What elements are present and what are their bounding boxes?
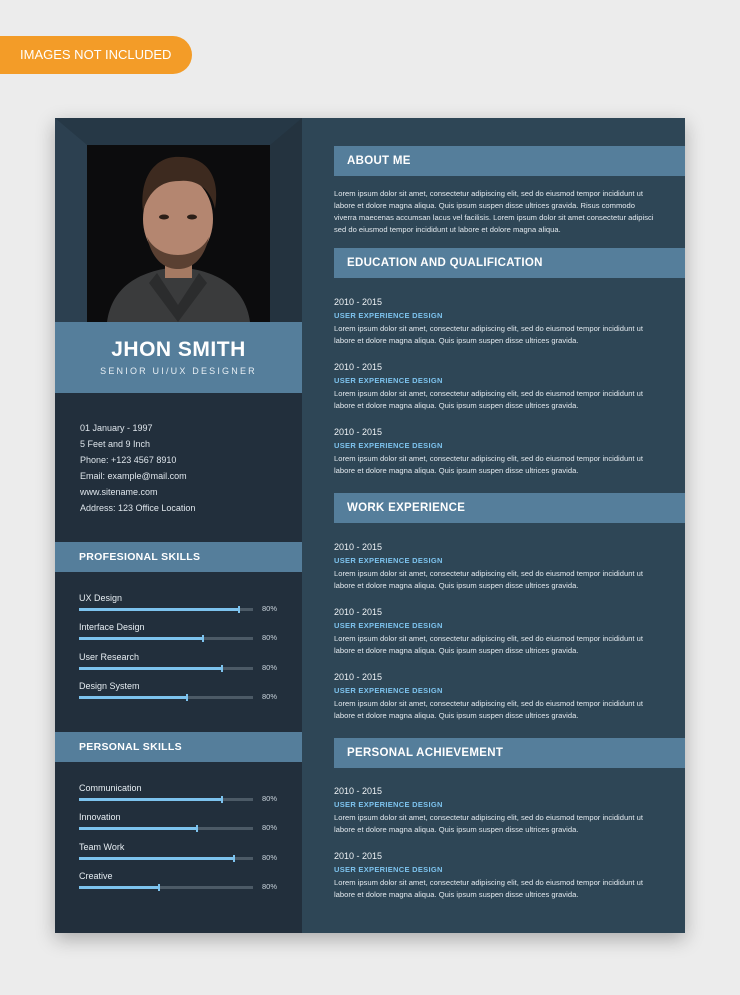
photo-band [55,118,302,323]
skill-label: Innovation [79,812,121,822]
entry-title: USER EXPERIENCE DESIGN [334,376,443,385]
email: Email: example@mail.com [80,471,187,481]
skill-bar [79,608,253,611]
skill-bar-knob [186,694,188,701]
skill-bar-fill [79,857,234,860]
website: www.sitename.com [80,487,158,497]
entry-year: 2010 - 2015 [334,542,383,552]
skill-row [79,593,289,617]
achievement-heading: PERSONAL ACHIEVEMENT [334,738,685,768]
entry-title: USER EXPERIENCE DESIGN [334,865,443,874]
entry-year: 2010 - 2015 [334,297,383,307]
skill-bar-knob [238,606,240,613]
skill-row [79,871,289,895]
work-entry [334,540,656,592]
skill-bar [79,798,253,801]
entry-text: Lorem ipsum dolor sit amet, consectetur adipiscing elit, sed do eiusmod tempor incididunt ut labore et dolore magna aliqua. Quis ipsum suspen disse ultrices gravida. [334,389,643,410]
left-column [55,118,302,933]
skill-bar-fill [79,798,222,801]
skill-percent: 80% [262,633,278,642]
skill-bar [79,886,253,889]
entry-year: 2010 - 2015 [334,851,383,861]
education-heading: EDUCATION AND QUALIFICATION [334,248,685,278]
skill-bar-fill [79,886,159,889]
skill-label: Team Work [79,842,125,852]
entry-title: USER EXPERIENCE DESIGN [334,621,443,630]
entry-text: Lorem ipsum dolor sit amet, consectetur adipiscing elit, sed do eiusmod tempor incididunt ut labore et dolore magna aliqua. Quis ipsum suspen disse ultrices gravida. [334,569,643,590]
skill-bar-fill [79,667,222,670]
skill-bar-knob [196,825,198,832]
skill-bar-knob [233,855,235,862]
skill-label: User Research [79,652,140,662]
work-heading: WORK EXPERIENCE [334,493,685,523]
education-entry [334,360,656,412]
work-entry [334,605,656,657]
skill-bar-knob [221,665,223,672]
person-portrait-icon [87,145,270,322]
person-role: SENIOR UI/UX DESIGNER [100,366,257,376]
skill-bar [79,637,253,640]
skill-bar-fill [79,637,203,640]
personal-skills-heading: PERSONAL SKILLS [55,732,302,762]
name-band [55,322,302,393]
phone: Phone: +123 4567 8910 [80,455,177,465]
skill-label: Creative [79,871,113,881]
skill-bar [79,667,253,670]
education-entry [334,425,656,477]
skill-bar [79,857,253,860]
skill-percent: 80% [262,853,278,862]
skill-label: Design System [79,681,140,691]
skill-row [79,842,289,866]
resume-sheet [55,118,685,933]
skill-bar-fill [79,608,239,611]
entry-year: 2010 - 2015 [334,786,383,796]
entry-text: Lorem ipsum dolor sit amet, consectetur adipiscing elit, sed do eiusmod tempor incididunt ut labore et dolore magna aliqua. Quis ipsum suspen disse ultrices gravida. [334,699,643,720]
entry-title: USER EXPERIENCE DESIGN [334,800,443,809]
skill-bar-knob [221,796,223,803]
contact-info [80,420,195,516]
skill-percent: 80% [262,823,278,832]
skill-bar [79,696,253,699]
skill-row [79,812,289,836]
entry-year: 2010 - 2015 [334,362,383,372]
skill-label: Communication [79,783,142,793]
education-entry [334,295,656,347]
birth-date: 01 January - 1997 [80,423,153,433]
skill-row [79,783,289,807]
skill-row [79,681,289,705]
skill-bar-knob [202,635,204,642]
work-entry [334,670,656,722]
skill-bar-knob [158,884,160,891]
professional-skills-heading: PROFESIONAL SKILLS [55,542,302,572]
skill-bar-fill [79,827,197,830]
skill-row [79,622,289,646]
entry-title: USER EXPERIENCE DESIGN [334,556,443,565]
profile-photo [87,145,270,322]
skill-row [79,652,289,676]
skill-percent: 80% [262,663,278,672]
address: Address: 123 Office Location [80,503,196,513]
skill-bar-fill [79,696,187,699]
about-heading: ABOUT ME [334,146,685,176]
skill-percent: 80% [262,692,278,701]
skill-bar [79,827,253,830]
entry-text: Lorem ipsum dolor sit amet, consectetur adipiscing elit, sed do eiusmod tempor incididunt ut labore et dolore magna aliqua. Quis ipsum suspen disse ultrices gravida. [334,813,643,834]
entry-year: 2010 - 2015 [334,607,383,617]
height: 5 Feet and 9 Inch [80,439,151,449]
about-text: Lorem ipsum dolor sit amet, consectetur adipiscing elit, sed do eiusmod tempor incididunt ut labore et dolore magna aliqua. Quis ipsum suspen disse ultrices gravida. Risus commodo viverra maecenas accumsan lacus vel facilisis. Lorem ipsum dolor sit amet consectetur adipisci sed do eiusmod tempor incididunt ut labore et dolore magna aliqua. [334,189,654,234]
entry-year: 2010 - 2015 [334,427,383,437]
skill-percent: 80% [262,604,278,613]
images-not-included-banner: IMAGES NOT INCLUDED [0,36,192,74]
skill-percent: 80% [262,882,278,891]
entry-text: Lorem ipsum dolor sit amet, consectetur adipiscing elit, sed do eiusmod tempor incididunt ut labore et dolore magna aliqua. Quis ipsum suspen disse ultrices gravida. [334,454,643,475]
achievement-entry [334,849,656,901]
entry-text: Lorem ipsum dolor sit amet, consectetur adipiscing elit, sed do eiusmod tempor incididunt ut labore et dolore magna aliqua. Quis ipsum suspen disse ultrices gravida. [334,878,643,899]
entry-title: USER EXPERIENCE DESIGN [334,441,443,450]
entry-year: 2010 - 2015 [334,672,383,682]
skill-label: Interface Design [79,622,145,632]
entry-text: Lorem ipsum dolor sit amet, consectetur adipiscing elit, sed do eiusmod tempor incididunt ut labore et dolore magna aliqua. Quis ipsum suspen disse ultrices gravida. [334,324,643,345]
entry-text: Lorem ipsum dolor sit amet, consectetur adipiscing elit, sed do eiusmod tempor incididunt ut labore et dolore magna aliqua. Quis ipsum suspen disse ultrices gravida. [334,634,643,655]
person-name: JHON SMITH [111,338,246,361]
entry-title: USER EXPERIENCE DESIGN [334,311,443,320]
achievement-entry [334,784,656,836]
right-column [302,118,685,933]
entry-title: USER EXPERIENCE DESIGN [334,686,443,695]
skill-label: UX Design [79,593,123,603]
skill-percent: 80% [262,794,278,803]
